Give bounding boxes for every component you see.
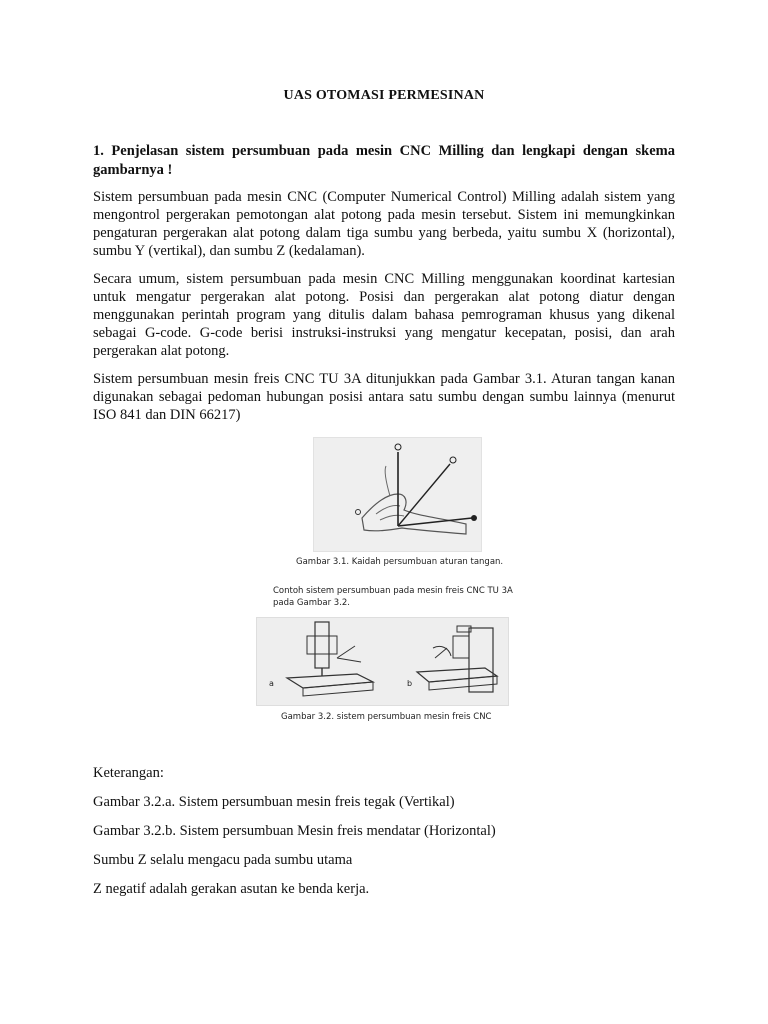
figure-label-a: a (269, 679, 274, 688)
note-line: Sumbu Z selalu mengacu pada sumbu utama (93, 852, 353, 868)
figure-milling-machines (256, 617, 509, 706)
figure-1-caption: Gambar 3.1. Kaidah persumbuan aturan tangan. (296, 557, 504, 567)
figure-2-caption: Gambar 3.2. sistem persumbuan mesin freis CNC (281, 712, 492, 722)
notes-section (93, 764, 693, 909)
paragraph-3: Sistem persumbuan mesin freis CNC TU 3A ditunjukkan pada Gambar 3.1. Aturan tangan kanan digunakan sebagai pedoman hubungan posisi antara satu sumbu dengan sumbu lainnya (menurut ISO 841 dan DIN 66217) (93, 371, 675, 423)
document-title: UAS OTOMASI PERMESINAN (283, 88, 485, 103)
paragraph-1: Sistem persumbuan pada mesin CNC (Computer Numerical Control) Milling adalah sistem yang mengontrol pergerakan pemotongan alat potong pada mesin tersebut. Sistem ini memungkinkan pengaturan pergerakan alat potong dalam tiga sumbu yang berbeda, yaitu sumbu X (horizontal), sumbu Y (vertikal), dan sumbu Z (kedalaman). (93, 189, 675, 259)
figure-right-hand-rule (313, 437, 482, 552)
note-line: Z negatif adalah gerakan asutan ke benda kerja. (93, 881, 370, 897)
paragraph-2: Secara umum, sistem persumbuan pada mesin CNC Milling menggunakan koordinat kartesian untuk mengatur pergerakan alat potong. Posisi dan pergerakan alat potong diatur dengan menggunakan perintah program yang ditulis dalam bahasa pemrograman khusus yang dikenal sebagai G-code. G-code berisi instruksi-instruksi yang mengatur kecepatan, posisi, dan arah pergerakan alat potong. (93, 271, 675, 359)
milling-machines-illustration (257, 618, 508, 705)
note-line: Gambar 3.2.a. Sistem persumbuan mesin freis tegak (Vertikal) (93, 794, 455, 810)
hand-axes-illustration (314, 438, 481, 551)
note-line: Gambar 3.2.b. Sistem persumbuan Mesin freis mendatar (Horizontal) (93, 823, 496, 839)
figure-label-b: b (407, 679, 413, 688)
notes-heading: Keterangan: (93, 765, 164, 781)
question-heading: 1. Penjelasan sistem persumbuan pada mesin CNC Milling dan lengkapi dengan skema gambarnya ! (93, 143, 675, 178)
figure-2-intro: Contoh sistem persumbuan pada mesin freis CNC TU 3A pada Gambar 3.2. (273, 586, 513, 608)
